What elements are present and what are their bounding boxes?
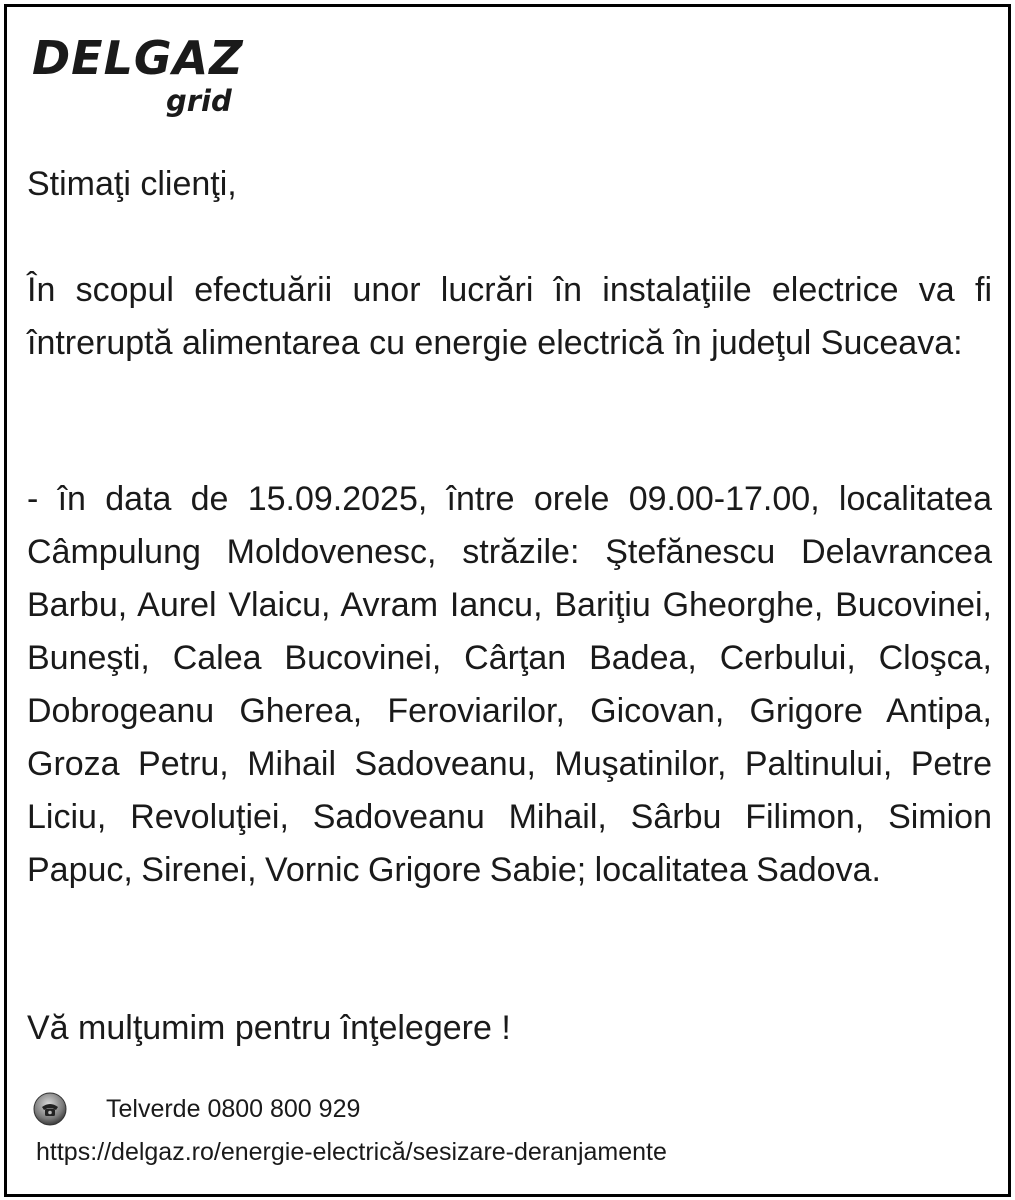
logo-wordmark: DELGAZ — [32, 31, 244, 85]
greeting: Stimaţi clienţi, — [27, 165, 237, 203]
phone-icon — [33, 1092, 67, 1126]
thanks-message: Vă mulţumim pentru înţelegere ! — [27, 1009, 511, 1047]
report-url[interactable]: https://delgaz.ro/energie-electrică/sesizare-deranjamente — [36, 1138, 667, 1166]
delgaz-grid-logo — [32, 30, 262, 120]
phone-number: Telverde 0800 800 929 — [106, 1095, 361, 1123]
logo-subtitle: grid — [166, 84, 232, 118]
intro-paragraph: În scopul efectuării unor lucrări în instalaţiile electrice va fi întreruptă alimentarea cu energie electrică în judeţul Suceava: — [27, 271, 992, 362]
outage-details: - în data de 15.09.2025, între orele 09.00-17.00, localitatea Câmpulung Moldovenesc, străzile: Ştefănescu Delavrancea Barbu, Aurel Vlaicu, Avram Iancu, Bariţiu Gheorghe, Bucovinei, Buneşti, Calea Bucovinei, Cârţan Badea, Cerbului, Cloşca, Dobrogeanu Gherea, Feroviarilor, Gicovan, Grigore Antipa, Groza Petru, Mihail Sadoveanu, Muşatinilor, Paltinului, Petre Liciu, Revoluţiei, Sadoveanu Mihail, Sârbu Filimon, Simion Papuc, Sirenei, Vornic Grigore Sabie; localitatea Sadova. — [27, 480, 992, 889]
phone-contact — [33, 1090, 533, 1130]
